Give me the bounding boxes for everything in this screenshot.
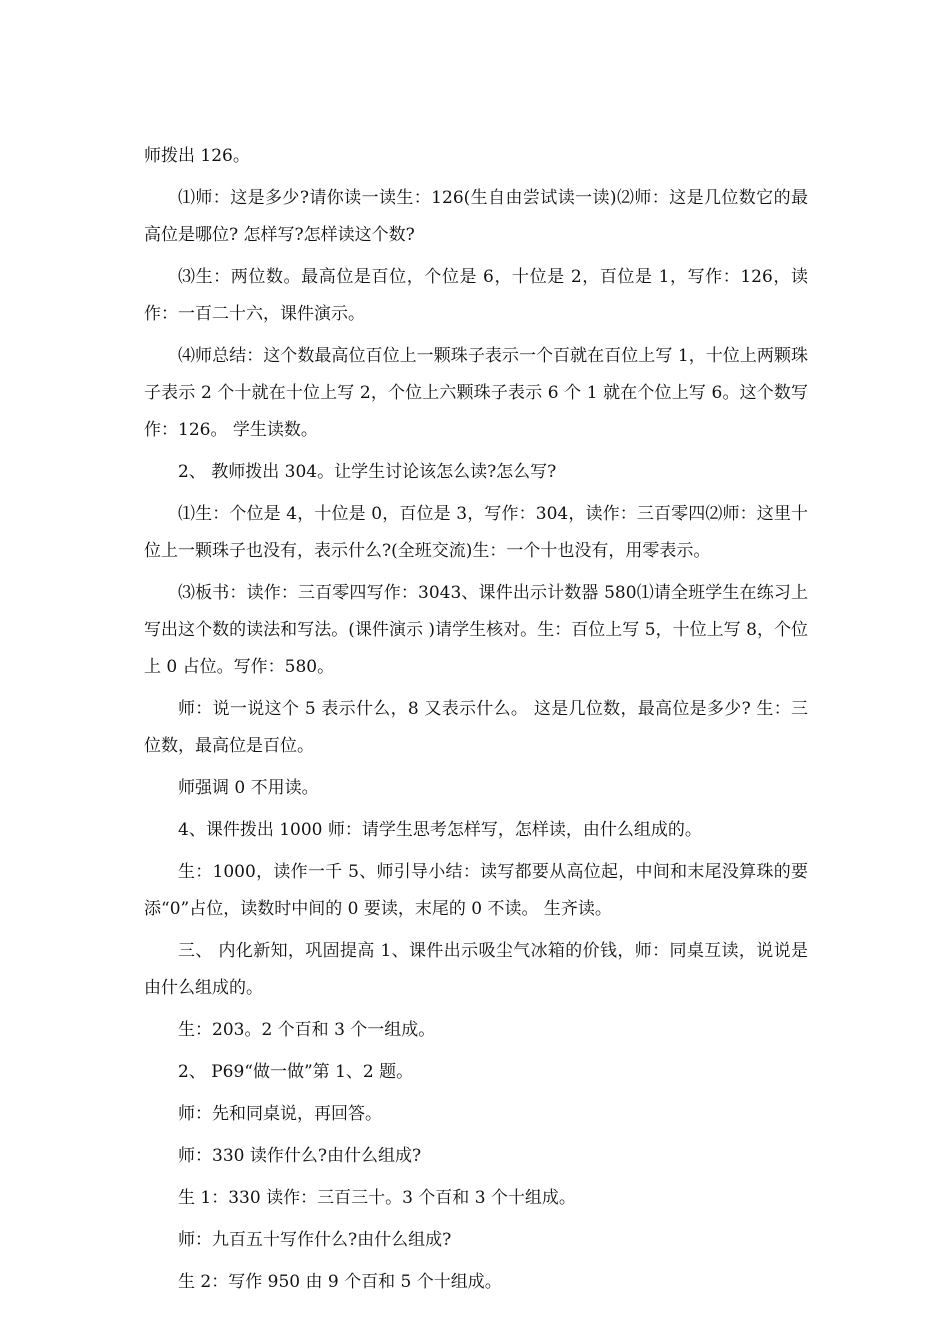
paragraph: 师强调 0 不用读。 bbox=[178, 778, 319, 798]
paragraph: 生：1000，读作一千 5、师引导小结：读写都要从高位起，中间和末尾没算珠的要添“0”占位，读数时中间的 0 要读，末尾的 0 不读。 生齐读。 bbox=[144, 862, 808, 919]
paragraph: ⑶生：两位数。最高位是百位，个位是 6，十位是 2，百位是 1，写作：126，读作：一百二十六，课件演示。 bbox=[144, 267, 808, 324]
paragraph: 师：先和同桌说，再回答。 bbox=[178, 1104, 382, 1124]
paragraph: 生 2：写作 950 由 9 个百和 5 个十组成。 bbox=[178, 1272, 502, 1292]
paragraph: 生 1：330 读作：三百三十。3 个百和 3 个十组成。 bbox=[178, 1188, 576, 1208]
paragraph: 4、课件拨出 1000 师：请学生思考怎样写，怎样读，由什么组成的。 bbox=[178, 820, 702, 840]
paragraph: ⑴师：这是多少?请你读一读生：126(生自由尝试读一读)⑵师：这是几位数它的最高位是哪位? 怎样写?怎样读这个数? bbox=[144, 188, 808, 245]
paragraph: 三、 内化新知，巩固提高 1、课件出示吸尘气冰箱的价钱，师：同桌互读，说说是由什么组成的。 bbox=[144, 941, 808, 998]
paragraph: 师：330 读作什么?由什么组成? bbox=[178, 1146, 422, 1166]
paragraph: 师拨出 126。 bbox=[144, 146, 250, 166]
paragraph: 2、 P69“做一做”第 1、2 题。 bbox=[178, 1062, 414, 1082]
document-body bbox=[144, 138, 808, 1306]
paragraph: ⑷师总结：这个数最高位百位上一颗珠子表示一个百就在百位上写 1，十位上两颗珠子表示 2 个十就在十位上写 2，个位上六颗珠子表示 6 个 1 就在个位上写 6。这个数写作：126。 学生读数。 bbox=[144, 346, 808, 440]
paragraph: 2、 教师拨出 304。让学生讨论该怎么读?怎么写? bbox=[178, 462, 557, 482]
paragraph: 师：九百五十写作什么?由什么组成? bbox=[178, 1230, 452, 1250]
paragraph: ⑴生：个位是 4，十位是 0，百位是 3，写作：304，读作：三百零四⑵师：这里十位上一颗珠子也没有，表示什么?(全班交流)生：一个十也没有，用零表示。 bbox=[144, 504, 808, 561]
paragraph: 生：203。2 个百和 3 个一组成。 bbox=[178, 1020, 436, 1040]
paragraph: 师：说一说这个 5 表示什么，8 又表示什么。 这是几位数，最高位是多少? 生：三位数，最高位是百位。 bbox=[144, 699, 808, 756]
paragraph: ⑶板书：读作：三百零四写作：3043、课件出示计数器 580⑴请全班学生在练习上写出这个数的读法和写法。(课件演示 )请学生核对。生：百位上写 5，十位上写 8，个位上 0 占位。写作：580。 bbox=[144, 583, 808, 677]
